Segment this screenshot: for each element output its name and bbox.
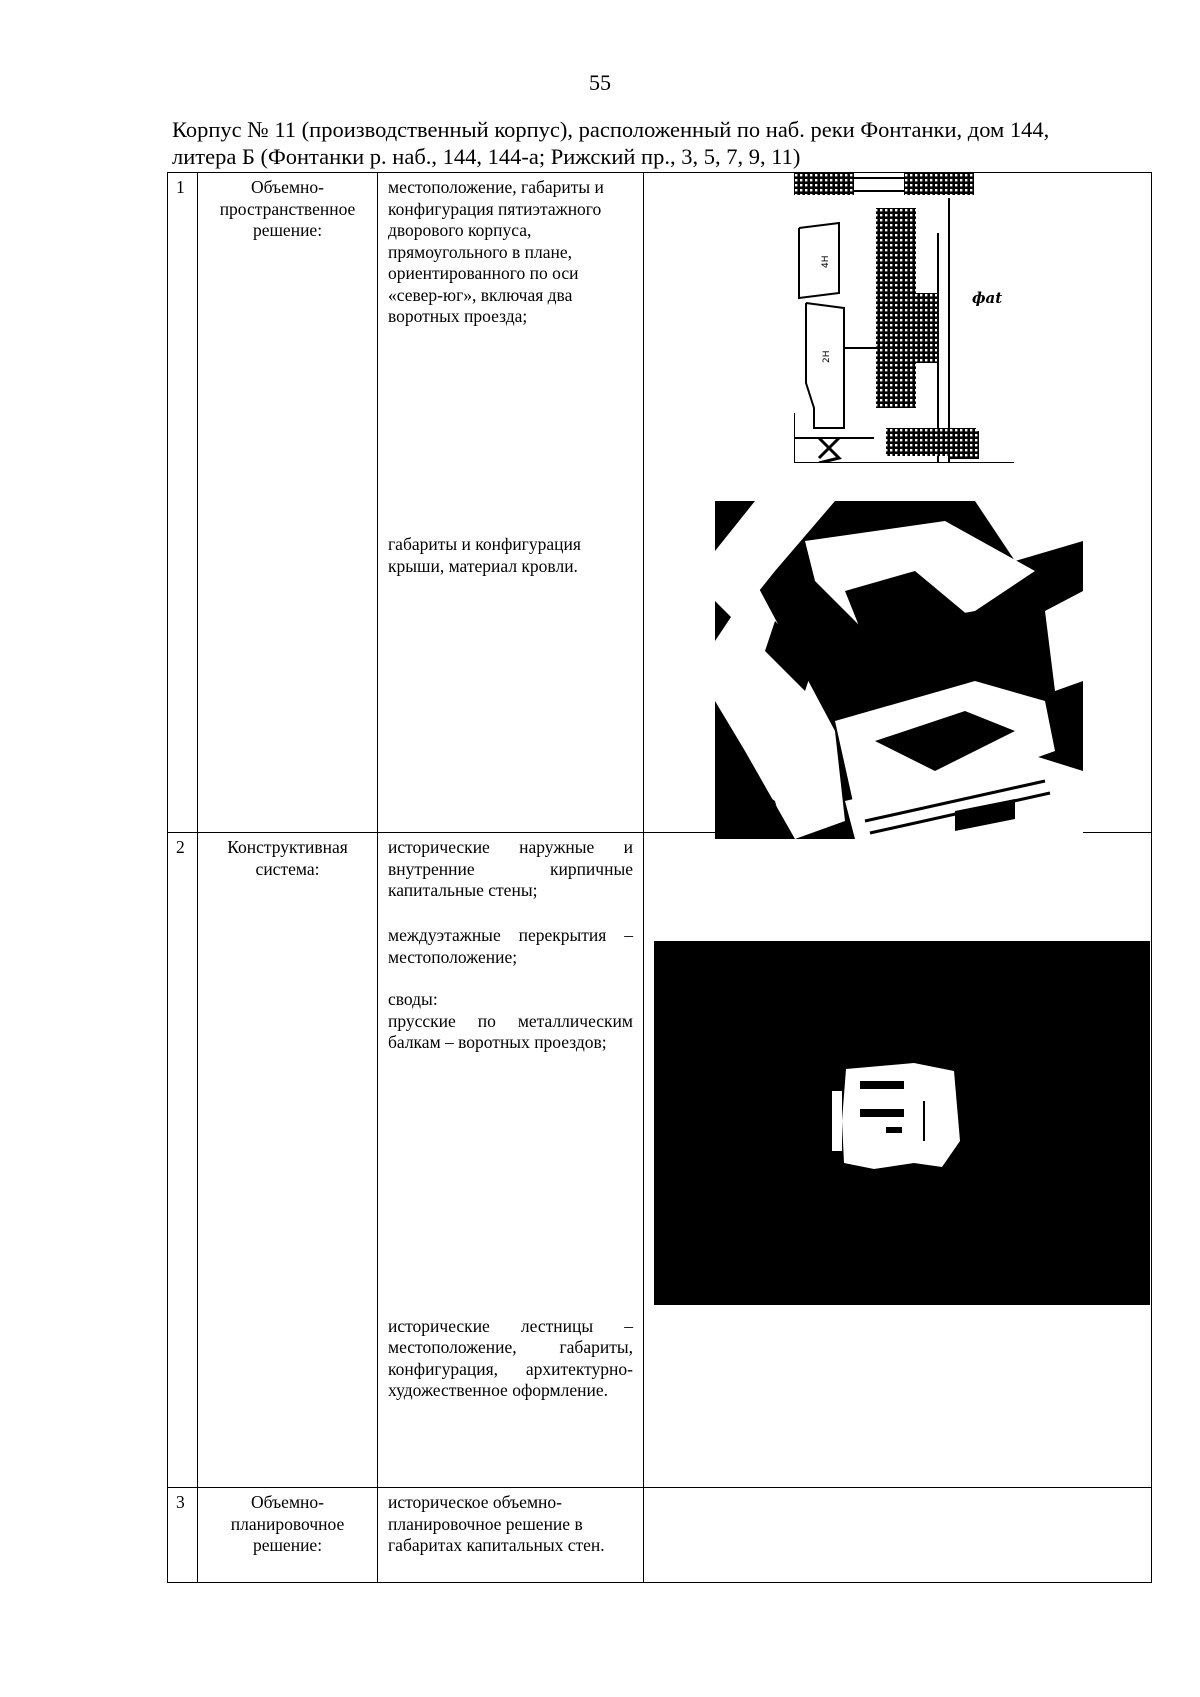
table-row (168, 833, 1152, 1488)
row-images (644, 833, 1152, 1488)
row-images (644, 173, 1152, 833)
row-category: Конструктивная система: (198, 833, 378, 1488)
row-number: 2 (168, 833, 198, 1488)
row-number: 3 (168, 1488, 198, 1583)
description-item: местоположение, габариты и конфигурация пятиэтажного дворового корпуса, прямоугольного в плане, ориентированного по оси «север-юг», включая два воротных проезда; (388, 177, 604, 326)
row-category: Объемно-планировочное решение: (198, 1488, 378, 1583)
page-number: 55 (589, 70, 611, 95)
plan-label: 2Н (822, 350, 832, 363)
description-item: междуэтажные перекрытия – местоположение; (388, 925, 633, 967)
aerial-photo (715, 501, 1083, 839)
row-description (378, 833, 644, 1488)
table-row (168, 173, 1152, 833)
plan-label: 4Н (821, 255, 831, 268)
row-description (378, 1488, 644, 1583)
description-item: прусские по металлическим балкам – воротных проездов; (388, 1010, 633, 1052)
site-plan-image (794, 173, 1014, 463)
protected-elements-table (167, 172, 1152, 1583)
document-heading: Корпус № 11 (производственный корпус), расположенный по наб. реки Фонтанки, дом 144, литера Б (Фонтанки р. наб., 144, 144-а; Рижский пр., 3, 5, 7, 9, 11) (172, 117, 1050, 169)
row-images (644, 1488, 1152, 1583)
row-description (378, 173, 644, 833)
description-item: исторические лестницы – местоположение, габариты, конфигурация, архитектурно-художественное оформление. (388, 1315, 633, 1400)
plan-label: фаt (972, 289, 1003, 307)
description-item: исторические наружные и внутренние кирпичные капитальные стены; (388, 837, 633, 900)
description-item: габариты и конфигурация крыши, материал кровли. (388, 534, 581, 576)
description-item: историческое объемно-планировочное решение в габаритах капитальных стен. (388, 1492, 605, 1555)
table-row (168, 1488, 1152, 1583)
interior-photo (654, 941, 1150, 1305)
row-number: 1 (168, 173, 198, 833)
row-category: Объемно-пространственное решение: (198, 173, 378, 833)
description-item: своды: (388, 989, 438, 1009)
